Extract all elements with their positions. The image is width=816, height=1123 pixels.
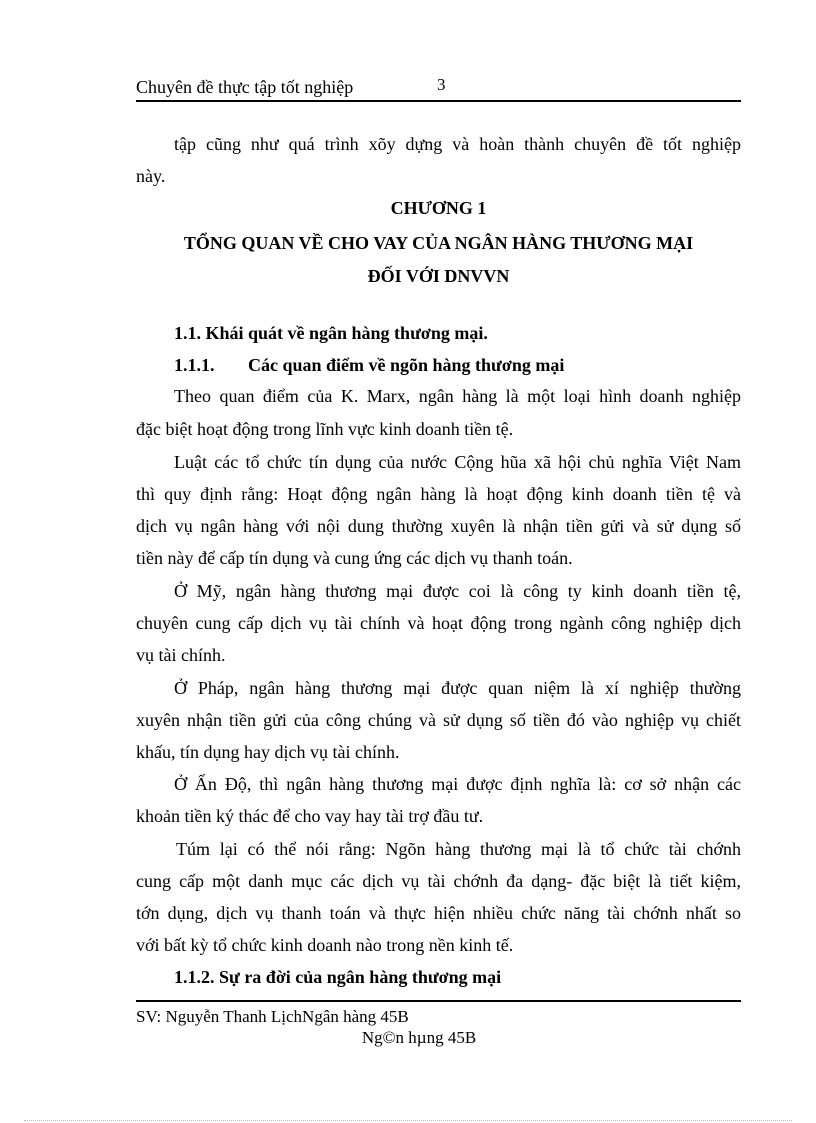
paragraph-line: tiền này để cấp tín dụng và cung ứng các dịch vụ thanh toán.	[136, 548, 573, 568]
page-number: 3	[437, 75, 446, 94]
paragraph-line: với bất kỳ tổ chức kinh doanh nào trong nền kinh tế.	[136, 935, 514, 955]
paragraph-line: xuyên nhận tiền gửi của công chúng và sử dụng số tiền đó vào nghiệp vụ chiết	[136, 710, 741, 730]
paragraph-line: tập cũng như quá trình xõy dựng và hoàn thành chuyên đề tốt nghiệp	[174, 134, 741, 154]
header-title: Chuyên đề thực tập tốt nghiệp	[136, 77, 354, 97]
paragraph-line: khấu, tín dụng hay dịch vụ tài chính.	[136, 742, 400, 762]
paragraph-line: dịch vụ ngân hàng với nội dung thường xuyên là nhận tiền gửi và sử dụng số	[136, 516, 741, 536]
paragraph-line: thì quy định rằng: Hoạt động ngân hàng là hoạt động kinh doanh tiền tệ và	[136, 484, 741, 504]
paragraph-line: Luật các tổ chức tín dụng của nước Cộng hũa xã hội chủ nghĩa Việt Nam	[174, 452, 741, 472]
paragraph-line: Ở Pháp, ngân hàng thương mại được quan niệm là xí nghiệp thường	[174, 678, 741, 698]
paragraph-line: đặc biệt hoạt động trong lĩnh vực kinh doanh tiền tệ.	[136, 419, 514, 439]
paragraph-line: Theo quan điểm của K. Marx, ngân hàng là một loại hình doanh nghiệp	[174, 386, 741, 406]
footer-student: SV: Nguyễn Thanh LịchNgân hàng 45B	[136, 1007, 409, 1026]
subsection-heading: 1.1.2. Sự ra đời của ngân hàng thương mại	[174, 967, 502, 987]
paragraph-line: tớn dụng, dịch vụ thanh toán và thực hiện nhiều chức năng tài chớnh nhất so	[136, 903, 741, 923]
paragraph-line: Ở Ấn Độ, thì ngân hàng thương mại được định nghĩa là: cơ sở nhận các	[174, 774, 741, 794]
chapter-number: CHƯƠNG 1	[390, 198, 487, 218]
footer-department: Ng©n hµng 45B	[361, 1028, 477, 1047]
subsection-number: 1.1.1.	[174, 355, 215, 375]
paragraph-line: Ở Mỹ, ngân hàng thương mại được coi là công ty kinh doanh tiền tệ,	[174, 581, 741, 601]
subsection-heading: Các quan điểm về ngõn hàng thương mại	[248, 355, 565, 375]
paragraph-line: khoản tiền ký thác để cho vay hay tài trợ đầu tư.	[136, 806, 484, 826]
page-header	[136, 76, 741, 102]
footer-divider	[136, 1000, 741, 1002]
paragraph-line: cung cấp một danh mục các dịch vụ tài chớnh đa dạng- đặc biệt là tiết kiệm,	[136, 871, 741, 891]
page-edge-dotted-line	[24, 1120, 792, 1121]
chapter-title: ĐỐI VỚI DNVVN	[367, 266, 510, 286]
section-heading: 1.1. Khái quát về ngân hàng thương mại.	[174, 323, 488, 343]
chapter-title: TỔNG QUAN VỀ CHO VAY CỦA NGÂN HÀNG THƯƠNG MẠI	[183, 233, 694, 253]
paragraph-line: Túm lại có thể nói rằng: Ngõn hàng thương mại là tổ chức tài chớnh	[176, 839, 741, 859]
paragraph-line: vụ tài chính.	[136, 645, 226, 665]
paragraph-line: này.	[136, 166, 166, 186]
paragraph-line: chuyên cung cấp dịch vụ tài chính và hoạt động trong ngành công nghiệp dịch	[136, 613, 741, 633]
